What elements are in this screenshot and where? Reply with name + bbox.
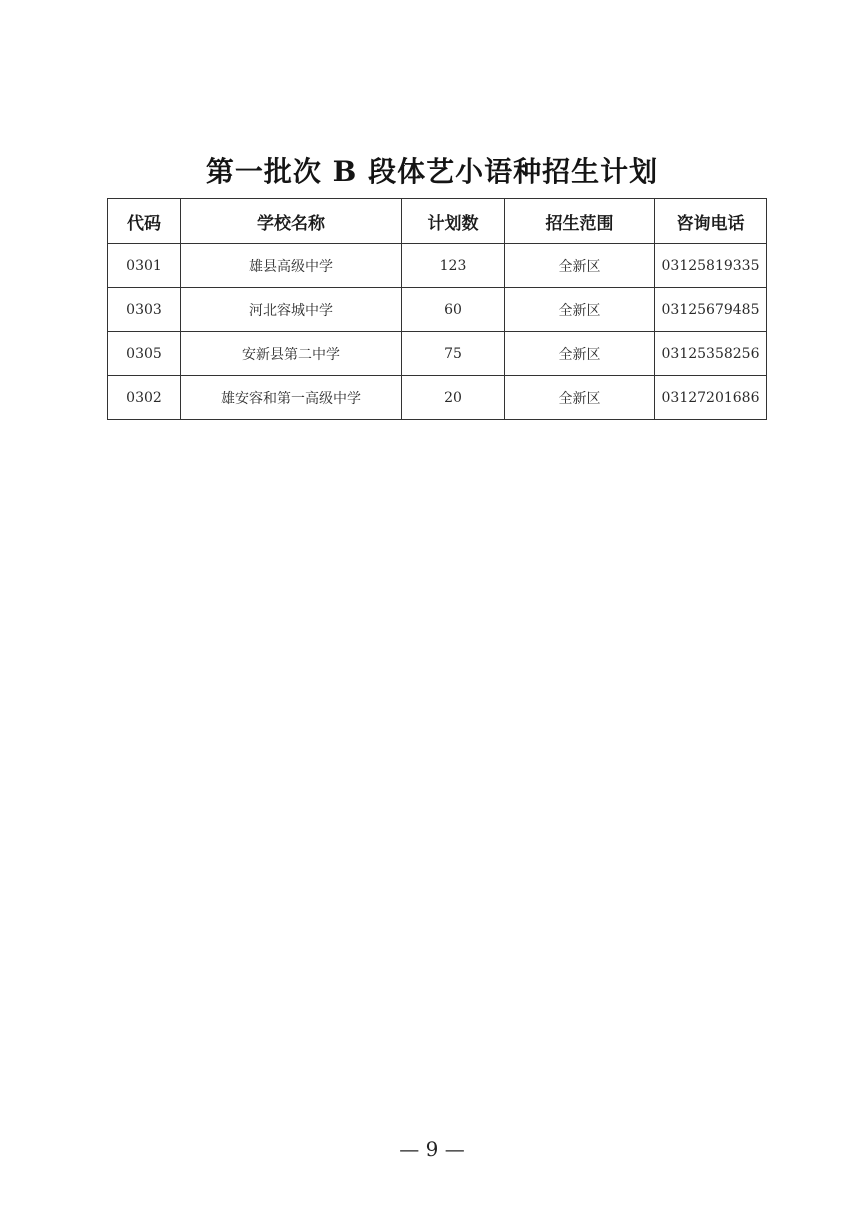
- header-code: 代码: [108, 199, 181, 244]
- cell-code: 0301: [108, 244, 181, 288]
- cell-plan-count: 60: [402, 288, 505, 332]
- cell-school-name: 安新县第二中学: [181, 332, 402, 376]
- header-plan-count: 计划数: [402, 199, 505, 244]
- cell-enrollment-scope: 全新区: [505, 244, 655, 288]
- cell-phone: 03127201686: [655, 376, 767, 420]
- cell-school-name: 雄安容和第一高级中学: [181, 376, 402, 420]
- cell-school-name: 雄县高级中学: [181, 244, 402, 288]
- cell-enrollment-scope: 全新区: [505, 332, 655, 376]
- cell-phone: 03125819335: [655, 244, 767, 288]
- enrollment-plan-table: [107, 198, 767, 420]
- cell-code: 0303: [108, 288, 181, 332]
- table-row: [108, 332, 767, 376]
- cell-plan-count: 123: [402, 244, 505, 288]
- cell-phone: 03125358256: [655, 332, 767, 376]
- cell-plan-count: 75: [402, 332, 505, 376]
- header-school-name: 学校名称: [181, 199, 402, 244]
- cell-plan-count: 20: [402, 376, 505, 420]
- cell-phone: 03125679485: [655, 288, 767, 332]
- table-header-row: [108, 199, 767, 244]
- cell-code: 0302: [108, 376, 181, 420]
- cell-enrollment-scope: 全新区: [505, 376, 655, 420]
- cell-enrollment-scope: 全新区: [505, 288, 655, 332]
- table-row: [108, 376, 767, 420]
- table-row: [108, 244, 767, 288]
- cell-code: 0305: [108, 332, 181, 376]
- cell-school-name: 河北容城中学: [181, 288, 402, 332]
- page-title: 第一批次 B 段体艺小语种招生计划: [205, 155, 659, 188]
- table-row: [108, 288, 767, 332]
- header-phone: 咨询电话: [655, 199, 767, 244]
- header-enrollment-scope: 招生范围: [505, 199, 655, 244]
- page-number: — 9 —: [399, 1137, 465, 1161]
